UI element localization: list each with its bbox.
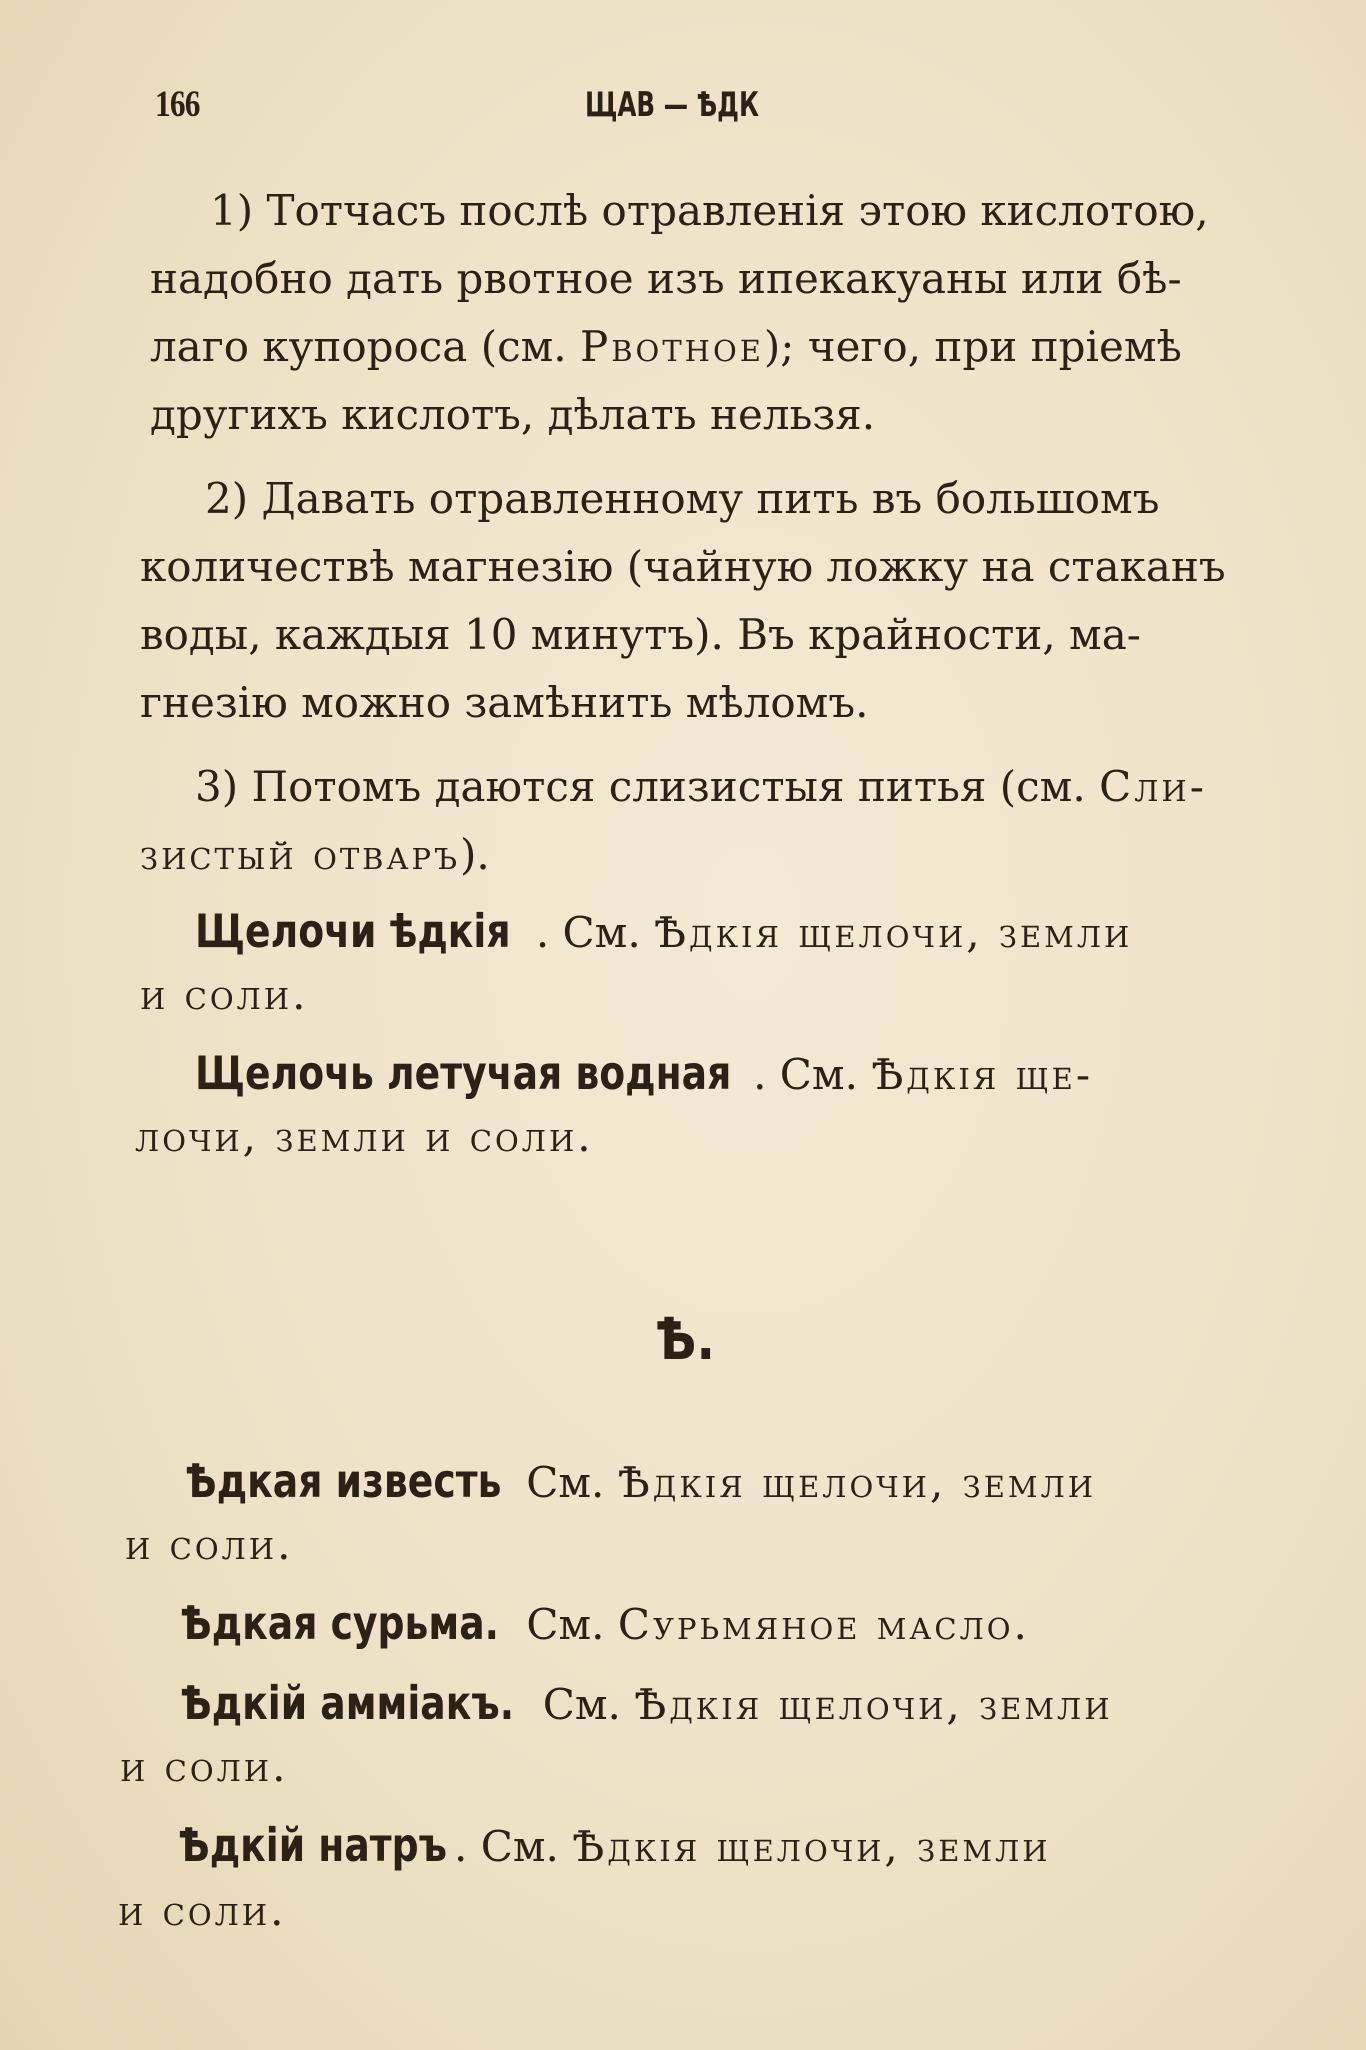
entry-edkiy-natr [178,1818,1051,1872]
entry-continuation: и соли. [125,1520,294,1569]
para2-line4: гнезію можно замѣнить мѣломъ. [140,678,869,727]
cross-reference: зистый отваръ [140,830,461,879]
entry-term: Щелочи ѣдкія [195,904,511,958]
entry-edkiy-ammiak [180,1676,1113,1730]
entry-term: Ѣдкая сурьма. [180,1596,499,1650]
para1-line3-tail: ); чего, при пріемѣ [763,322,1182,371]
entry-continuation: и соли. [118,1886,287,1935]
para1-line4: другихъ кислотъ, дѣлать нельзя. [150,390,876,439]
entry-term: Ѣдкій амміакъ. [180,1676,515,1730]
cross-reference: Ѣдкія щелочи, земли [617,1458,1097,1507]
para1-line3 [150,322,1182,371]
cross-reference: Сли- [1099,762,1207,811]
entry-see: . См. [454,1822,559,1871]
cross-reference: Ѣдкія щелочи, земли [634,1680,1113,1729]
para1-line2: надобно дать рвотное изъ ипекакуаны или бѣ- [150,254,1182,303]
running-head: ЩАВ — ѢДК [585,85,759,125]
entry-see: См. [513,1600,605,1649]
cross-reference: Ѣдкія щелочи, земли [572,1822,1051,1871]
entry-shcheloch-letuchaya [195,1046,1094,1100]
entry-see: См. [512,1458,605,1507]
para1-line1: 1) Тотчасъ послѣ отравленія этою кислотою, [210,186,1209,235]
entry-term: Ѣдкій натръ [178,1818,447,1872]
entry-term: Ѣдкая известь [185,1454,502,1508]
entry-edkaya-surma [180,1596,1030,1650]
section-heading: Ѣ. [655,1305,716,1373]
entry-shcheloci-edkiya [195,904,1133,958]
cross-reference: Ѣдкія щелочи, земли [654,908,1133,957]
para3-line2 [140,830,490,879]
page-number: 166 [155,84,200,125]
para2-line2: количествѣ магнезію (чайную ложку на стаканъ [140,542,1226,591]
entry-see: См. [529,1680,621,1729]
entry-edkaya-izvest [185,1454,1097,1508]
para3-line1 [195,762,1207,811]
entry-see: . См. [535,908,641,957]
para2-line3: воды, каждыя 10 минутъ). Въ крайности, ма- [140,610,1141,659]
entry-continuation: лочи, земли и соли. [135,1112,594,1161]
cross-reference: Рвотное [579,322,764,371]
para3-line2-tail: ). [460,830,490,879]
para1-line3-text: лаго купороса (см. [150,322,567,371]
cross-reference: Сурьмяное масло. [617,1600,1030,1649]
entry-term: Щелочь летучая водная [195,1046,732,1100]
entry-continuation: и соли. [140,970,309,1019]
cross-reference: Ѣдкія ще- [871,1050,1094,1099]
entry-see: . См. [753,1050,858,1099]
para3-line1-text: 3) Потомъ даются слизистыя питья (см. [195,762,1086,811]
entry-continuation: и соли. [120,1742,289,1791]
para2-line1: 2) Давать отравленному пить въ большомъ [205,474,1160,523]
